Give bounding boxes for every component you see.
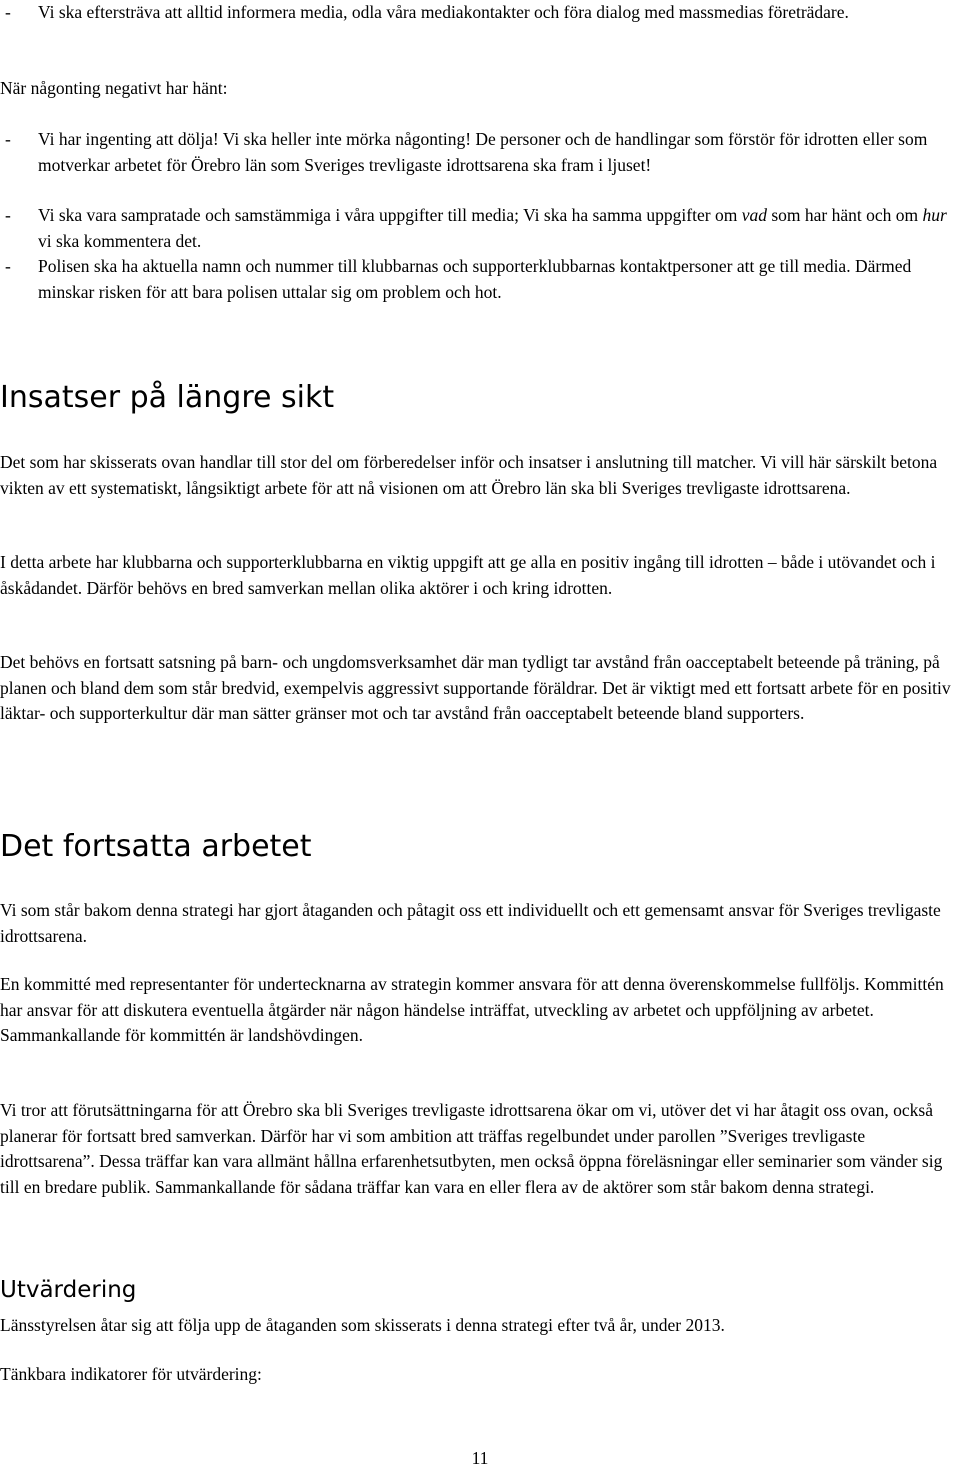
bullet-text: Vi ska eftersträva att alltid informera media, odla våra mediakontakter och föra dialog med massmedias företrädare. [38,2,849,22]
paragraph: En kommitté med representanter för undertecknarna av strategin kommer ansvara för att denna överenskommelse fullföljs. Kommittén har ansvar för att diskutera eventuella åtgärder när någon händelse inträffat, utveckling av arbetet och uppföljning av arbetet. Sammankallande för kommittén är landshövdingen. [0,974,944,1045]
emphasis-hur: hur [922,205,947,225]
paragraph: Tänkbara indikatorer för utvärdering: [0,1364,262,1384]
bullet-item [0,254,960,305]
paragraph: Det som har skisserats ovan handlar till stor del om förberedelser inför och insatser i anslutning till matcher. Vi vill här särskilt betona vikten av ett systematiskt, långsiktigt arbete för att nå visionen om att Örebro län ska bli Sveriges trevligaste idrottsarena. [0,452,938,498]
negative-heading: När någonting negativt har hänt: [0,78,228,98]
bullet-dash: - [5,205,11,225]
emphasis-vad: vad [741,205,767,225]
bullet-item [0,0,960,26]
section-heading-fortsatta: Det fortsatta arbetet [0,829,312,864]
bullet-dash: - [5,2,11,22]
paragraph: I detta arbete har klubbarna och supporterklubbarna en viktig uppgift att ge alla en positiv ingång till idrotten – både i utövandet och i åskådandet. Därför behövs en bred samverkan mellan olika aktörer i och kring idrotten. [0,552,936,598]
section-heading-utvardering: Utvärdering [0,1277,137,1303]
paragraph: Det behövs en fortsatt satsning på barn- och ungdomsverksamhet där man tydligt tar avstånd från oacceptabelt beteende på träning, på planen och bland dem som står bredvid, exempelvis aggressivt supportande föräldrar. Det är viktigt med ett fortsatt arbete för en positiv läktar- och supporterkultur där man sätter gränser mot och tar avstånd från oacceptabelt beteende bland supporters. [0,652,951,723]
bullet-item [0,203,960,254]
bullet-item [0,127,960,178]
section-heading-insatser: Insatser på längre sikt [0,380,335,415]
bullet-text: Vi har ingenting att dölja! Vi ska heller inte mörka någonting! De personer och de handlingar som förstör för idrotten eller som motverkar arbetet för Örebro län som Sveriges trevligaste idrottsarena ska fram i ljuset! [38,129,928,175]
paragraph: Vi tror att förutsättningarna för att Örebro ska bli Sveriges trevligaste idrottsarena ökar om vi, utöver det vi har åtagit oss ovan, också planerar för fortsatt bred samverkan. Därför har vi som ambition att träffas regelbundet under parollen ”Sveriges trevligaste idrottsarena”. Dessa träffar kan vara allmänt hållna erfarenhetsutbyten, men också öppna föreläsningar eller seminarier som vänder sig till en bredare publik. Sammankallande för sådana träffar kan vara en eller flera av de aktörer som står bakom denna strategi. [0,1100,943,1197]
bullet-dash: - [5,129,11,149]
bullet-text: Vi ska vara sampratade och samstämmiga i våra uppgifter till media; Vi ska ha samma uppgifter om vad som har hänt och om hur vi ska kommentera det. [38,205,947,251]
paragraph: Länsstyrelsen åtar sig att följa upp de åtaganden som skisserats i denna strategi efter två år, under 2013. [0,1315,725,1335]
paragraph: Vi som står bakom denna strategi har gjort åtaganden och påtagit oss ett individuellt och ett gemensamt ansvar för Sveriges trevligaste idrottsarena. [0,900,941,946]
page-number: 11 [471,1448,489,1468]
bullet-text: Polisen ska ha aktuella namn och nummer till klubbarnas och supporterklubbarnas kontaktpersoner att ge till media. Därmed minskar risken för att bara polisen uttalar sig om problem och hot. [38,256,912,302]
bullet-dash: - [5,256,11,276]
